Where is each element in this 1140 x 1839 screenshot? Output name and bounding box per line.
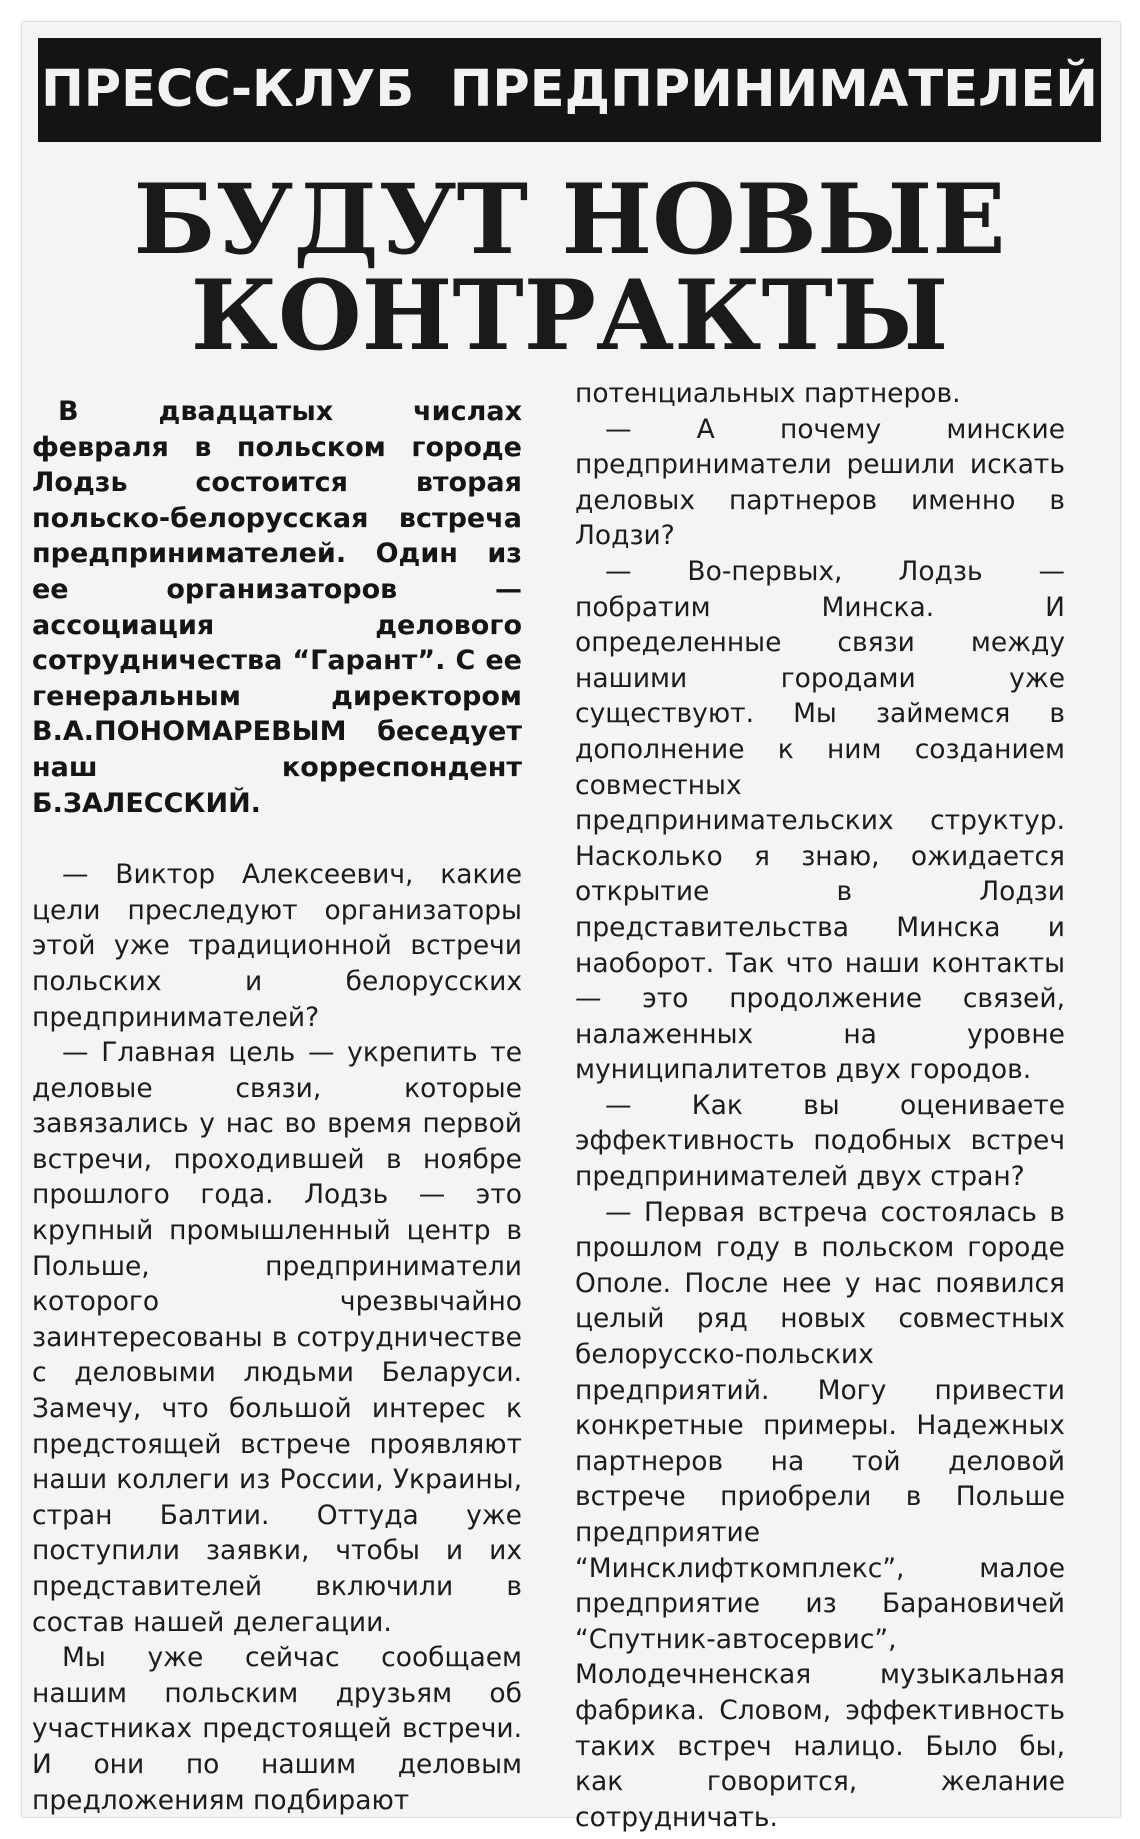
answer-1-end: потенциальных партнеров.	[575, 378, 961, 409]
question-3: — Как вы оцениваете эффективность подобных встреч предпринимателей двух стран?	[575, 1089, 1065, 1193]
rubric-banner: ПРЕСС-КЛУБ ПРЕДПРИНИМАТЕЛЕЙ	[38, 38, 1101, 142]
answer-1-continued: Мы уже сейчас сообщаем нашим польским друзьям об участниках предстоящей встречи. И они по нашим деловым предложениям подбирают	[32, 1642, 522, 1816]
question-2: — А почему минские предприниматели решили искать деловых партнеров именно в Лодзи?	[575, 413, 1065, 552]
answer-1: — Главная цель — укрепить те деловые связи, которые завязались у нас во время первой встречи, проходившей в ноябре прошлого года. Лодзь — это крупный промышленный центр в Польше, предприниматели которого чрезвычайно заинтересованы в сотрудничестве с деловыми людьми Беларуси. Замечу, что большой интерес к предстоящей встрече проявляют наши коллеги из России, Украины, стран Балтии. Оттуда уже поступили заявки, чтобы и их представителей включили в состав нашей делегации.	[32, 1037, 522, 1638]
headline-line-1: БУДУТ НОВЫЕ	[133, 163, 1006, 276]
article-headline	[38, 163, 1101, 372]
newspaper-clipping	[22, 22, 1120, 1833]
headline-line-2: КОНТРАКТЫ	[190, 259, 949, 372]
lead-paragraph: В двадцатых числах февраля в польском городе Лодзь состоится вторая польско-белорусская встреча предпринимателей. Один из ее организаторов — ассоциация делового сотрудничества “Гарант”. С ее генеральным директором В.А.ПОНОМАРЕВЫМ беседует наш корреспондент Б.ЗАЛЕССКИЙ.	[32, 396, 522, 819]
answer-3: — Первая встреча состоялась в прошлом году в польском городе Ополе. После нее у нас появился целый ряд новых совместных белорусско-польских предприятий. Могу привести конкретные примеры. Надежных партнеров на той деловой встрече приобрели в Польше предприятие “Минсклифткомплекс”, малое предприятие из Барановичей “Спутник-автосервис”, Молодечненская музыкальная фабрика. Словом, эффективность таких встреч налицо. Было бы, как говорится, желание сотрудничать.	[575, 1196, 1065, 1833]
right-column	[575, 376, 1065, 1835]
question-1: — Виктор Алексеевич, какие цели преследуют организаторы этой уже традиционной встречи польских и белорусских предпринимателей?	[32, 859, 522, 1033]
left-column	[32, 394, 522, 1818]
answer-2: — Во-первых, Лодзь — побратим Минска. И определенные связи между нашими городами уже существуют. Мы займемся в дополнение к ним созданием совместных предпринимательских структур. Насколько я знаю, ожидается открытие в Лодзи представительства Минска и наоборот. Так что наши контакты — это продолжение связей, налаженных на уровне муниципалитетов двух городов.	[575, 555, 1065, 1086]
